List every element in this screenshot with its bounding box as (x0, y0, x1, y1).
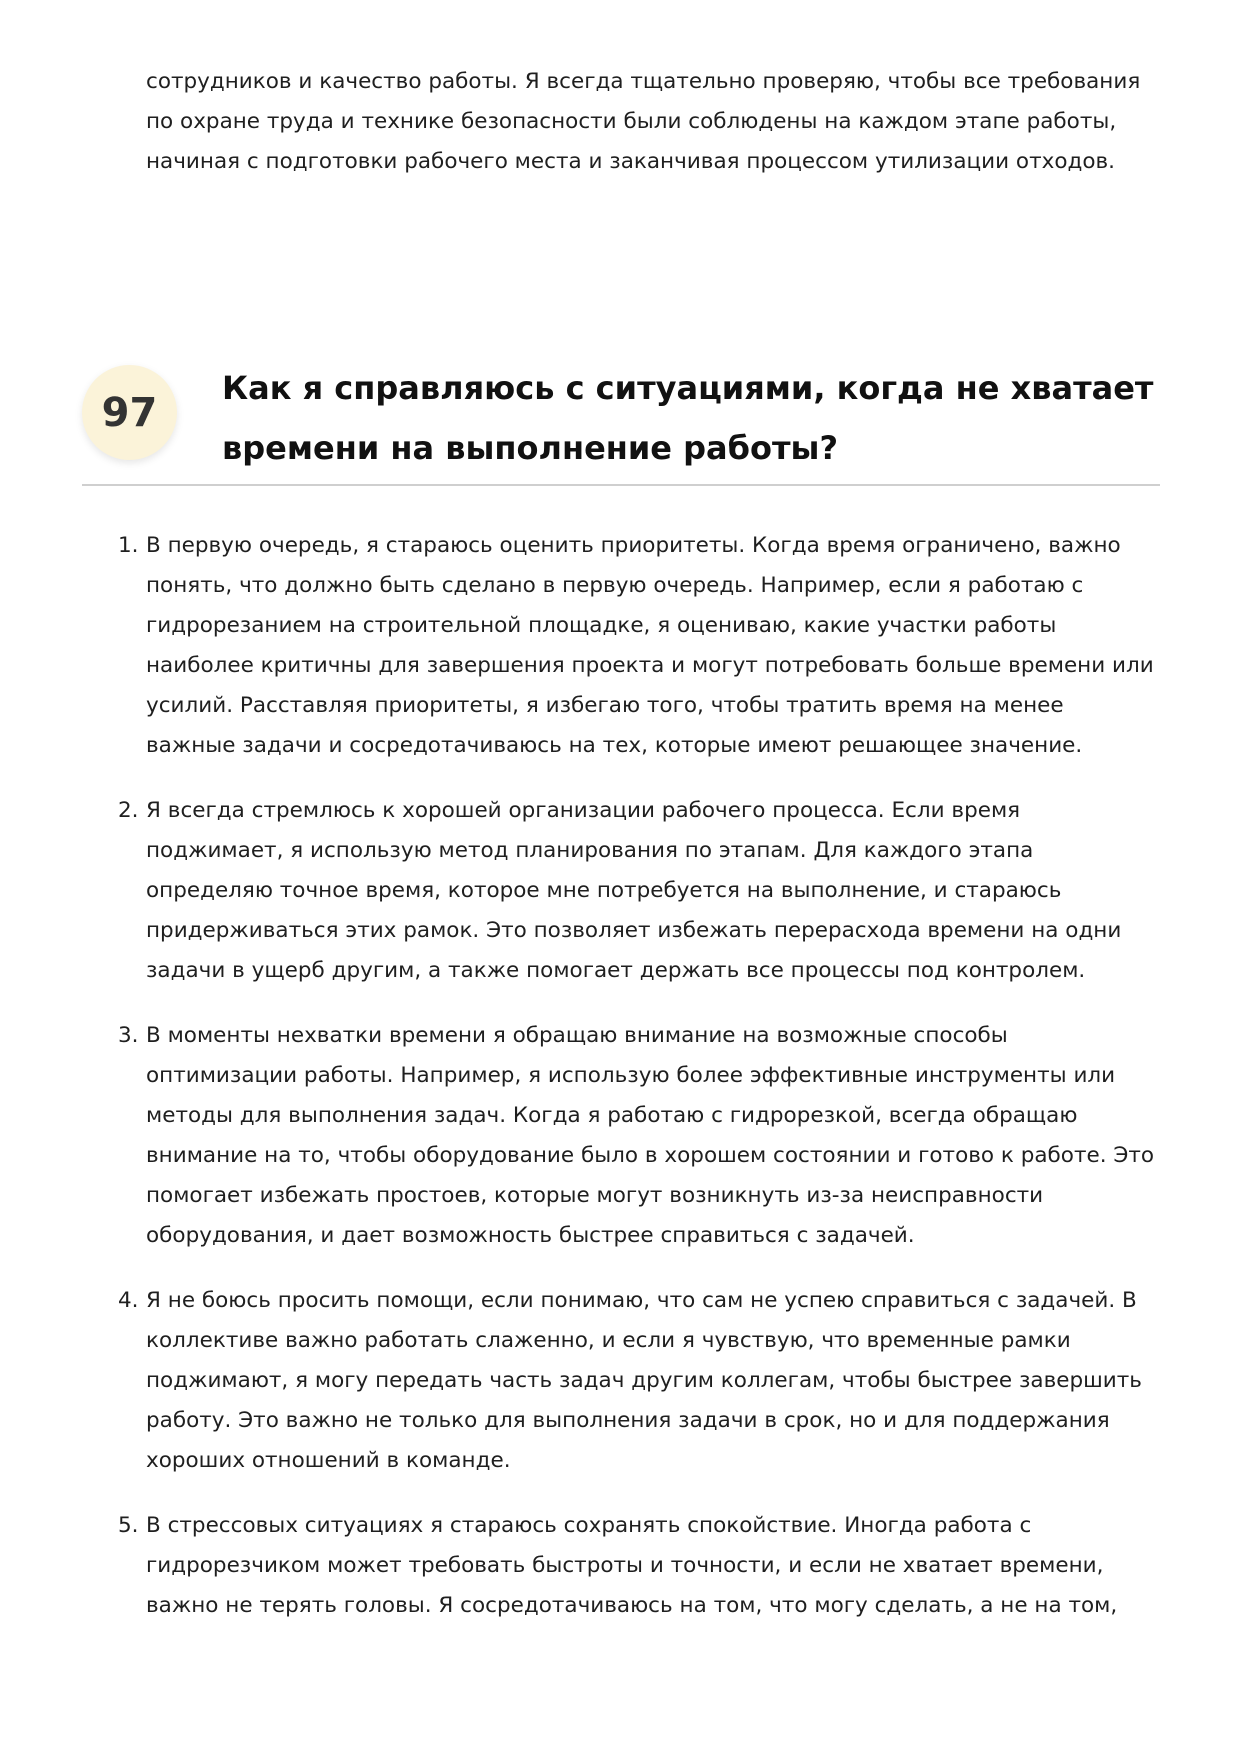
answer-text: В стрессовых ситуациях я стараюсь сохранять спокойствие. Иногда работа с гидрорезчиком может требовать быстроты и точности, и если не хватает времени, важно не терять головы. Я сосредотачиваюсь на том, что могу сделать, а не на том, (146, 1513, 1118, 1618)
answer-item-5 (118, 1506, 1158, 1626)
answer-number: 3. (118, 1023, 139, 1048)
answer-text: В первую очередь, я стараюсь оценить приоритеты. Когда время ограничено, важно понять, что должно быть сделано в первую очередь. Например, если я работаю с гидрорезанием на строительной площадке, я оцениваю, какие участки работы наиболее критичны для завершения проекта и могут потребовать больше времени или усилий. Расставляя приоритеты, я избегаю того, чтобы тратить время на менее важные задачи и сосредотачиваюсь на тех, которые имеют решающее значение. (146, 533, 1154, 758)
answer-item-3 (118, 1016, 1158, 1256)
question-number-badge: 97 (82, 365, 177, 460)
answer-item-4 (118, 1281, 1158, 1481)
question-header (82, 358, 1162, 488)
answer-list (118, 526, 1158, 1651)
intro-paragraph: сотрудников и качество работы. Я всегда тщательно проверяю, чтобы все требования по охране труда и технике безопасности были соблюдены на каждом этапе работы, начиная с подготовки рабочего места и заканчивая процессом утилизации отходов. (146, 69, 1141, 174)
answer-number: 4. (118, 1288, 139, 1313)
answer-text: В моменты нехватки времени я обращаю внимание на возможные способы оптимизации работы. Например, я использую более эффективные инструменты или методы для выполнения задач. Когда я работаю с гидрорезкой, всегда обращаю внимание на то, чтобы оборудование было в хорошем состоянии и готово к работе. Это помогает избежать простоев, которые могут возникнуть из-за неисправности оборудования, и дает возможность быстрее справиться с задачей. (146, 1023, 1155, 1248)
answer-item-2 (118, 791, 1158, 991)
answer-text: Я не боюсь просить помощи, если понимаю, что сам не успею справиться с задачей. В коллективе важно работать слаженно, и если я чувствую, что временные рамки поджимают, я могу передать часть задач другим коллегам, чтобы быстрее завершить работу. Это важно не только для выполнения задачи в срок, но и для поддержания хороших отношений в команде. (146, 1288, 1142, 1473)
answer-number: 5. (118, 1513, 139, 1538)
header-divider (82, 484, 1160, 486)
answer-text: Я всегда стремлюсь к хорошей организации рабочего процесса. Если время поджимает, я использую метод планирования по этапам. Для каждого этапа определяю точное время, которое мне потребуется на выполнение, и стараюсь придерживаться этих рамок. Это позволяет избежать перерасхода времени на одни задачи в ущерб другим, а также помогает держать все процессы под контролем. (146, 798, 1122, 983)
question-title: Как я справляюсь с ситуациями, когда не хватает времени на выполнение работы? (222, 369, 1154, 467)
answer-number: 2. (118, 798, 139, 823)
answer-item-1 (118, 526, 1158, 766)
answer-number: 1. (118, 533, 139, 558)
